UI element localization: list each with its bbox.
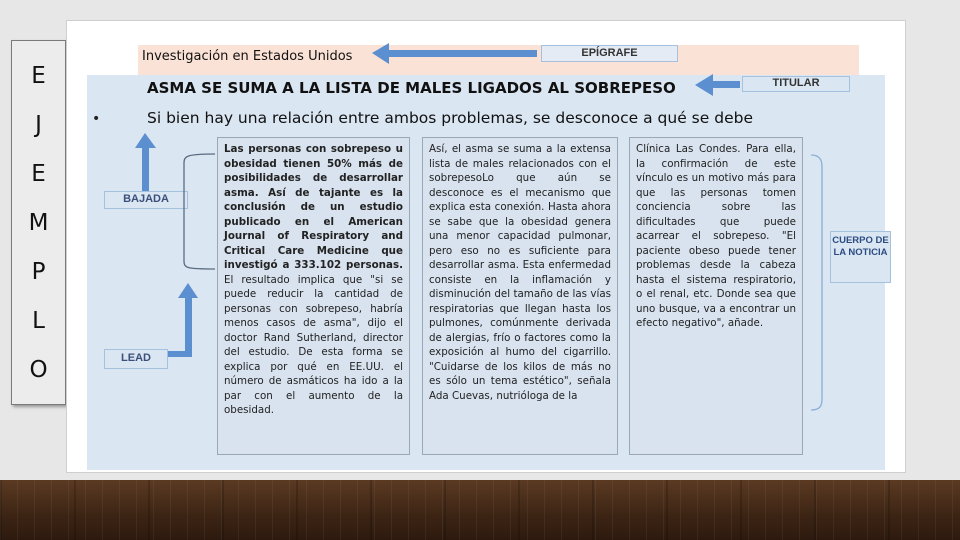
epigraph-text: Investigación en Estados Unidos — [142, 49, 353, 64]
news-example-slide — [66, 20, 906, 473]
column-3-body: Clínica Las Condes. Para ella, la confirmación de este vínculo es un motivo más para que las personas tomen conciencia sobre las dificultades que puede acarrear el sobrepeso. "El paciente obeso puede tener problemas desde la cabeza hasta el sistema respiratorio, o el renal, etc. Donde sea que uno busque, va a encontrar un efecto negativo", añade. — [636, 143, 796, 329]
bullet: • — [92, 111, 101, 127]
side-letter: P — [31, 258, 46, 285]
side-letter: O — [29, 356, 48, 383]
subheadline: Si bien hay una relación entre ambos problemas, se desconoce a qué se debe — [147, 109, 753, 127]
annotation-arrows — [67, 21, 905, 472]
headline: ASMA SE SUMA A LA LISTA DE MALES LIGADOS AL SOBREPESO — [147, 79, 676, 97]
label-titular: TITULAR — [742, 76, 850, 92]
side-letter: E — [31, 160, 46, 187]
bajada-arrow-icon — [135, 133, 156, 191]
epigrafe-arrow-icon — [372, 43, 537, 64]
label-cuerpo: CUERPO DE LA NOTICIA — [830, 231, 891, 283]
side-letter: L — [32, 307, 45, 334]
left-brace-icon — [184, 154, 215, 269]
side-letter: E — [31, 62, 46, 89]
lead-paragraph: Las personas con sobrepeso u obesidad tienen 50% más de posibilidades de desarrollar asma. Así de tajante es la conclusión de un estudio publicado en el American Journal of Respiratory and Critical Care Medicine que investigó a 333.102 personas. — [224, 143, 403, 271]
titular-arrow-icon — [695, 74, 740, 96]
lead-arrow-icon — [168, 283, 198, 357]
vertical-word-ejemplo — [11, 40, 66, 405]
label-epigrafe: EPÍGRAFE — [541, 45, 678, 62]
column-1-body: El resultado implica que "si se puede reducir la cantidad de personas con sobrepeso, habría menos casos de asma", dijo el doctor Rand Sutherland, director del estudio. De esta forma se explica por qué en EE.UU. el número de asmáticos ha ido a la par con el aumento de la obesidad. — [224, 273, 403, 416]
side-letter: J — [35, 111, 42, 138]
label-lead: LEAD — [104, 349, 168, 369]
right-brace-icon — [811, 155, 822, 410]
wood-floor — [0, 480, 960, 540]
side-letter: M — [28, 209, 49, 236]
label-bajada: BAJADA — [104, 191, 188, 209]
column-2-body: Así, el asma se suma a la extensa lista de males relacionados con el sobrepesoLo que aún se desconoce es el mecanismo que explica esta conexión. Hasta ahora se sabe que la obesidad genera una menor capacidad pulmonar, pero eso no es suficiente para desarrollar asma. Esta enfermedad consiste en la inflamación y disminución del tamaño de las vías respiratorias que llegan hasta los pulmones, comúnmente derivada de alergias, frío o factores como la exposición al humo del cigarrillo. "Cuidarse de los kilos de más no es sólo un tema estético", señala Ada Cuevas, nutrióloga de la — [429, 143, 611, 402]
